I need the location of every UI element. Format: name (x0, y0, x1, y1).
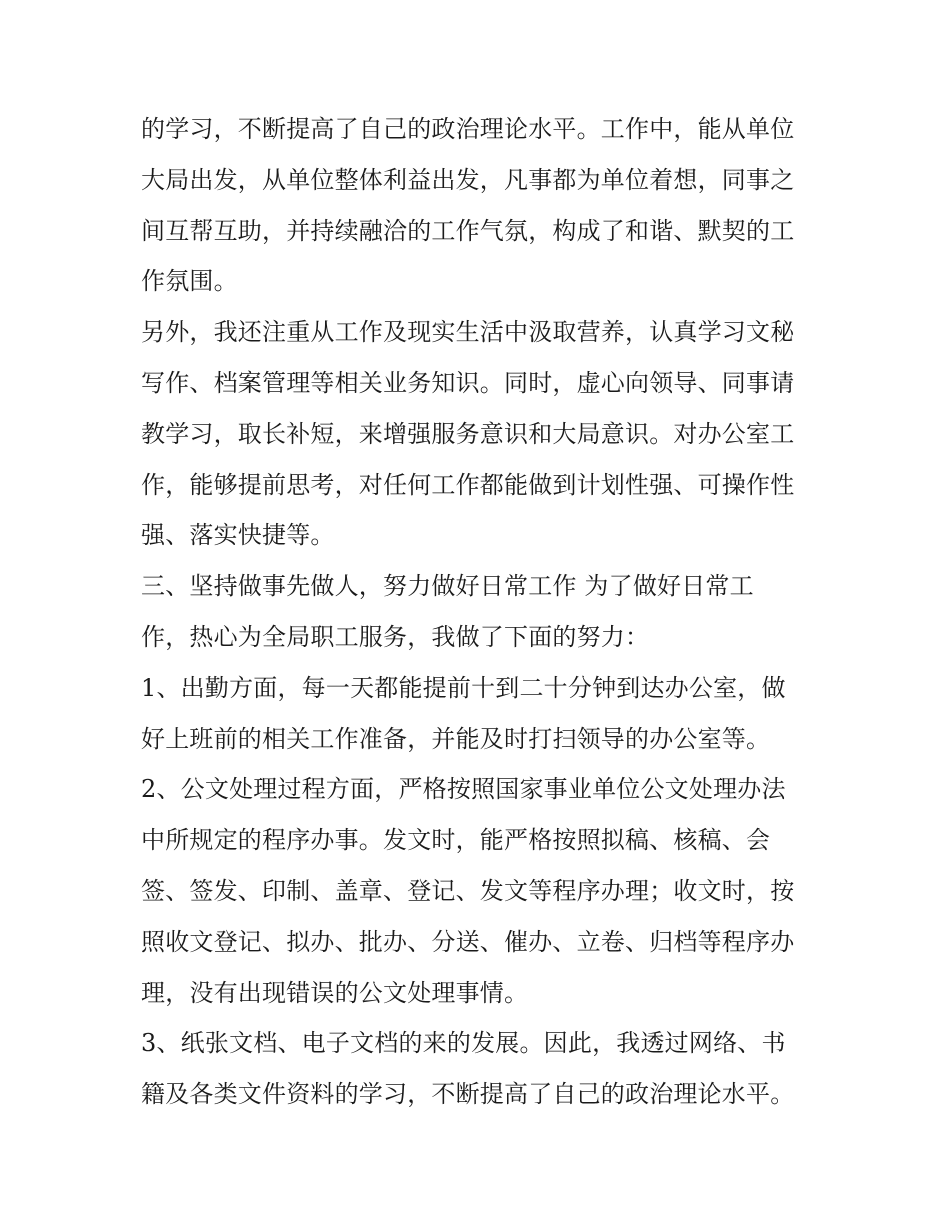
text-line: 写作、档案管理等相关业务知识。同时，虚心向领导、同事请 (141, 368, 795, 397)
text-line: 强、落实快捷等。 (141, 521, 335, 550)
text-line: 照收文登记、拟办、批办、分送、催办、立卷、归档等程序办 (141, 927, 795, 956)
text-line: 作，能够提前思考，对任何工作都能做到计划性强、可操作性 (141, 470, 795, 499)
text-line: 籍及各类文件资料的学习，不断提高了自己的政治理论水平。 (141, 1080, 795, 1109)
document-body (141, 104, 821, 1120)
text-line: 签、签发、印制、盖章、登记、发文等程序办理；收文时，按 (141, 876, 795, 905)
text-line: 理，没有出现错误的公文处理事情。 (141, 978, 529, 1007)
text-line: 作氛围。 (141, 267, 238, 296)
paragraph-3-heading (141, 561, 821, 663)
paragraph-1 (141, 104, 821, 307)
text-line: 3、纸张文档、电子文档的来的发展。因此，我透过网络、书 (141, 1029, 786, 1058)
text-line: 2、公文处理过程方面，严格按照国家事业单位公文处理办法 (141, 775, 786, 804)
text-line: 另外，我还注重从工作及现实生活中汲取营养，认真学习文秘 (141, 318, 795, 347)
text-line: 三、坚持做事先做人，努力做好日常工作 为了做好日常工 (141, 572, 754, 601)
text-line: 1、出勤方面，每一天都能提前十到二十分钟到达办公室，做 (141, 673, 786, 702)
text-line: 作，热心为全局职工服务，我做了下面的努力： (141, 622, 650, 651)
paragraph-2 (141, 307, 821, 561)
paragraph-5-item-2 (141, 764, 821, 1018)
paragraph-4-item-1 (141, 663, 821, 765)
text-line: 间互帮互助，并持续融洽的工作气氛，构成了和谐、默契的工 (141, 216, 795, 245)
text-line: 好上班前的相关工作准备，并能及时打扫领导的办公室等。 (141, 724, 771, 753)
text-line: 中所规定的程序办事。发文时，能严格按照拟稿、核稿、会 (141, 826, 771, 855)
paragraph-6-item-3 (141, 1018, 821, 1120)
text-line: 大局出发，从单位整体利益出发，凡事都为单位着想，同事之 (141, 165, 795, 194)
text-line: 的学习，不断提高了自己的政治理论水平。工作中，能从单位 (141, 115, 795, 143)
text-line: 教学习，取长补短，来增强服务意识和大局意识。对办公室工 (141, 419, 795, 448)
